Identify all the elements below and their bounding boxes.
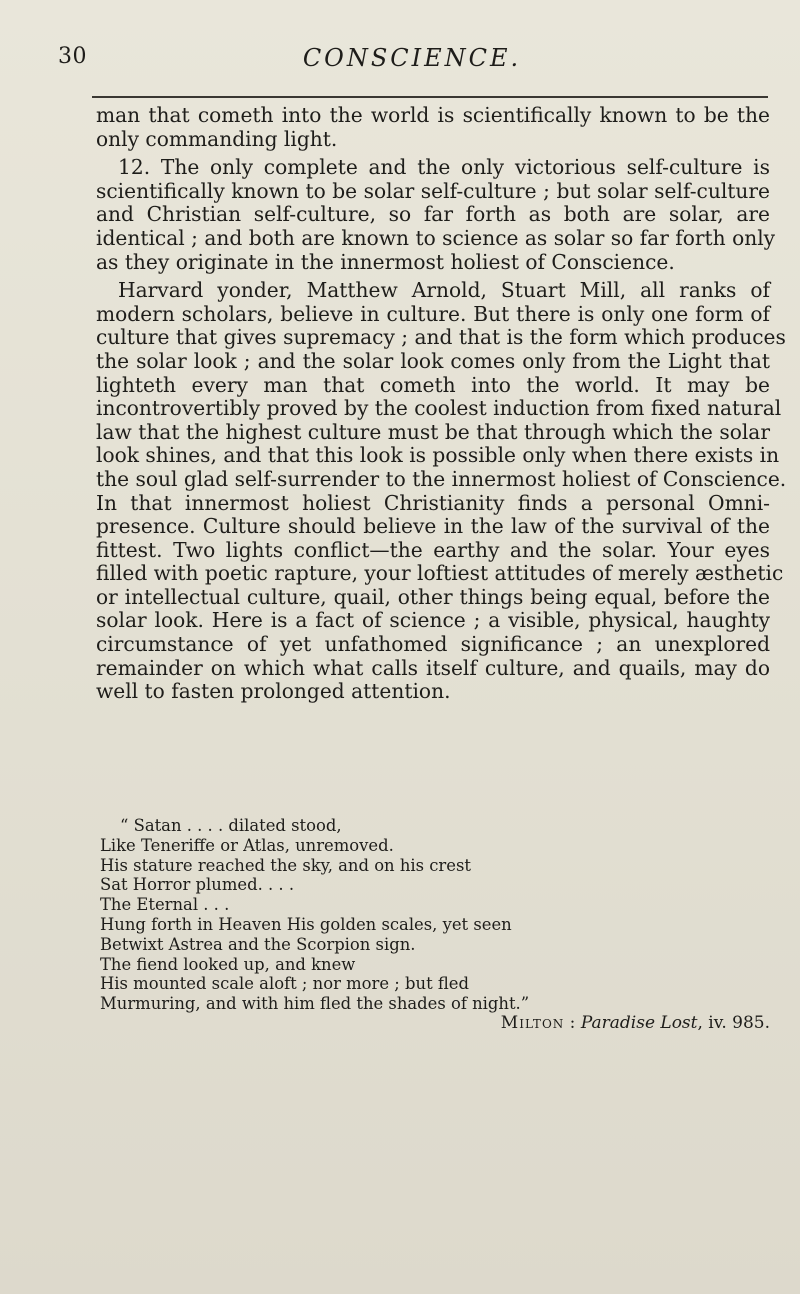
text-line: lighteth every man that cometh into the world. It may be [96, 372, 770, 397]
verse-line: The fiend looked up, and knew [100, 954, 356, 974]
running-head: CONSCIENCE. [302, 44, 522, 72]
body-text [96, 103, 787, 704]
text-line: presence. Culture should believe in the law of the survival of the [96, 514, 770, 539]
verse-line: “ Satan . . . . dilated stood, [120, 816, 342, 835]
text-line: solar look. Here is a fact of science ; a visible, physical, haughty [96, 608, 770, 633]
page-header [58, 44, 766, 84]
header-rule [92, 96, 768, 98]
attribution-work: Paradise Lost [580, 1012, 698, 1033]
text-line: fittest. Two lights conflict—the earthy and the solar. Your eyes [96, 537, 770, 562]
quotation-attribution [100, 1014, 770, 1034]
text-line: In that innermost holiest Christianity finds a personal Omni- [96, 490, 770, 515]
paragraph-harvard [96, 278, 787, 704]
text-line: as they originate in the innermost holiest of Conscience. [96, 249, 675, 274]
verse-line: Sat Horror plumed. . . . [100, 875, 295, 895]
text-line: scientifically known to be solar self-culture ; but solar self-culture [96, 178, 770, 203]
verse-line: His stature reached the sky, and on his crest [100, 855, 471, 875]
paragraph-continuation [96, 104, 770, 151]
verse-line: Hung forth in Heaven His golden scales, yet seen [100, 914, 512, 934]
verse-quotation [100, 816, 770, 1034]
text-line: or intellectual culture, quail, other things being equal, before the [96, 584, 770, 609]
text-line: well to fasten prolonged attention. [96, 679, 451, 704]
verse-line: Betwixt Astrea and the Scorpion sign. [100, 934, 416, 954]
text-line: identical ; and both are known to science as solar so far forth only [96, 225, 776, 250]
verse-line: His mounted scale aloft ; nor more ; but fled [100, 974, 469, 994]
attribution-reference: , iv. 985. [697, 1012, 770, 1033]
verse-line: The Eternal . . . [100, 895, 230, 915]
text-line: and Christian self-culture, so far forth as both are solar, are [96, 202, 770, 227]
text-line: modern scholars, believe in culture. But there is only one form of [96, 301, 770, 326]
text-line: circumstance of yet unfathomed significance ; an unexplored [96, 632, 770, 657]
text-line: incontrovertibly proved by the coolest induction from fixed natural [96, 396, 782, 421]
verse-line: Murmuring, and with him fled the shades of night.” [100, 994, 530, 1014]
text-line: culture that gives supremacy ; and that is the form which produces [96, 325, 786, 350]
verse-line: Like Teneriffe or Atlas, unremoved. [100, 835, 394, 855]
text-line: only commanding light. [96, 126, 338, 151]
attribution-author: Milton [500, 1012, 565, 1033]
text-line: the solar look ; and the solar look comes only from the Light that [96, 348, 770, 373]
text-line: look shines, and that this look is possible only when there exists in [96, 443, 780, 468]
text-line: filled with poetic rapture, your loftiest attitudes of merely æsthetic [96, 561, 784, 586]
text-line: 12. The only complete and the only victorious self-culture is [118, 155, 770, 180]
attribution-separator: : [564, 1012, 581, 1033]
page-number: 30 [58, 44, 87, 69]
text-line: remainder on which what calls itself culture, and quails, may do [96, 655, 770, 680]
text-line: the soul glad self-surrender to the innermost holiest of Conscience. [96, 466, 787, 491]
text-line: Harvard yonder, Matthew Arnold, Stuart Mill, all ranks of [118, 278, 770, 303]
text-line: man that cometh into the world is scientifically known to be the [96, 103, 770, 127]
text-line: law that the highest culture must be that through which the solar [96, 419, 770, 444]
paragraph-12 [96, 155, 776, 274]
